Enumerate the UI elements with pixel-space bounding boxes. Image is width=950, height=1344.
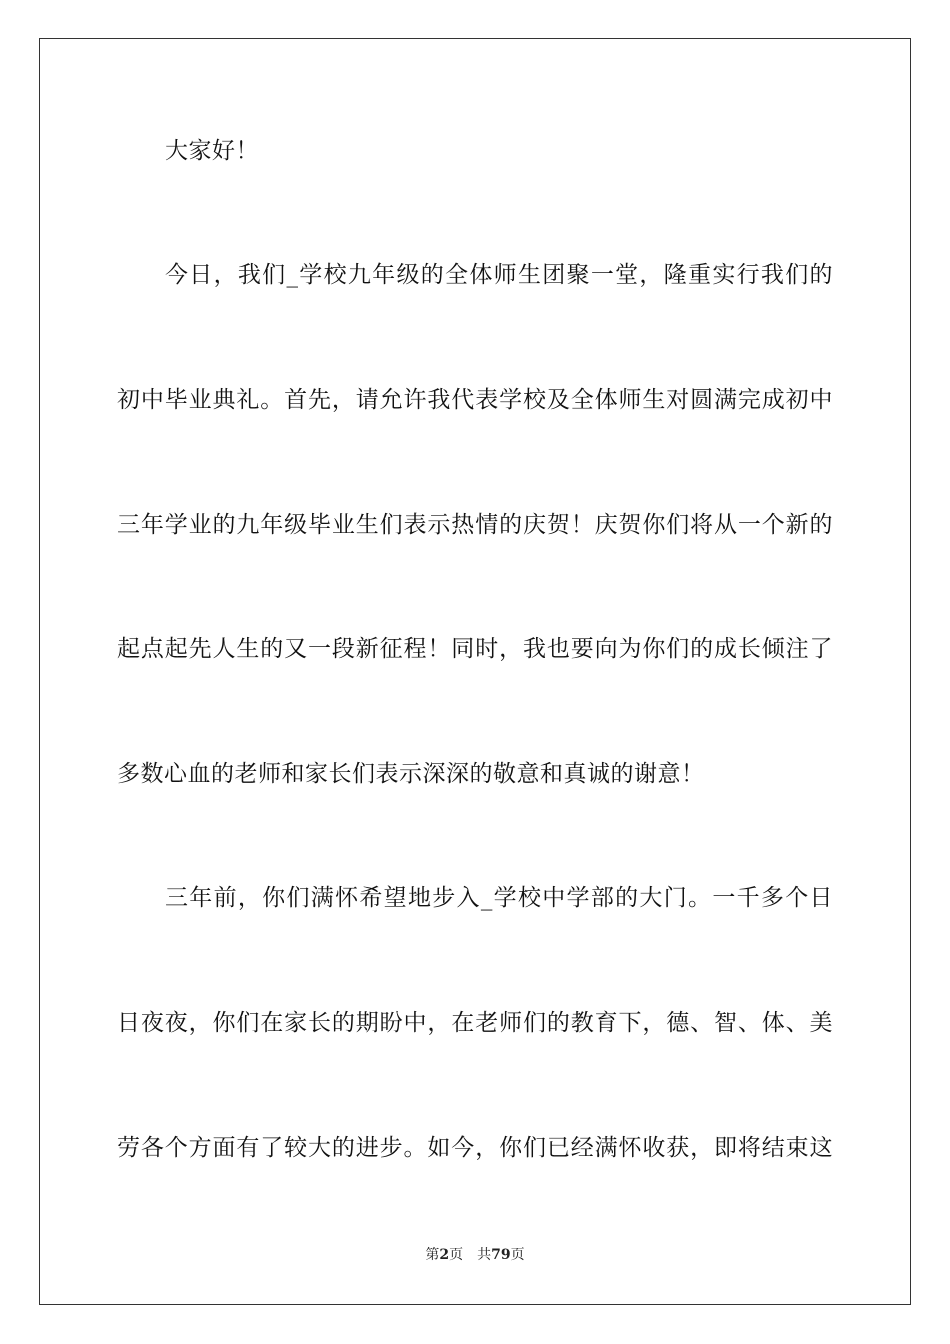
text-line-3: 三年学业的九年级毕业生们表示热情的庆贺！庆贺你们将从一个新的 xyxy=(117,512,833,538)
page-prefix: 第 xyxy=(425,1247,440,1263)
text-line-1: 今日，我们_学校九年级的全体师生团聚一堂，隆重实行我们的 xyxy=(165,262,833,288)
page-border xyxy=(39,38,911,1305)
text-line-2: 初中毕业典礼。首先，请允许我代表学校及全体师生对圆满完成初中 xyxy=(117,387,833,413)
text-line-7: 日夜夜，你们在家长的期盼中，在老师们的教育下，德、智、体、美 xyxy=(117,1010,833,1036)
total-suffix: 页 xyxy=(510,1247,525,1263)
text-line-4: 起点起先人生的又一段新征程！同时，我也要向为你们的成长倾注了 xyxy=(117,636,833,662)
total-prefix: 共 xyxy=(477,1247,492,1263)
text-line-8: 劳各个方面有了较大的进步。如今，你们已经满怀收获，即将结束这 xyxy=(117,1135,833,1161)
text-line-5: 多数心血的老师和家长们表示深深的敬意和真诚的谢意！ xyxy=(117,761,705,787)
text-line-6: 三年前，你们满怀希望地步入_学校中学部的大门。一千多个日 xyxy=(165,885,833,911)
page-number: 2 xyxy=(439,1247,450,1263)
page-footer xyxy=(0,1246,950,1264)
page-suffix: 页 xyxy=(449,1247,464,1263)
greeting-line: 大家好！ xyxy=(165,138,259,164)
total-pages: 79 xyxy=(491,1247,511,1263)
